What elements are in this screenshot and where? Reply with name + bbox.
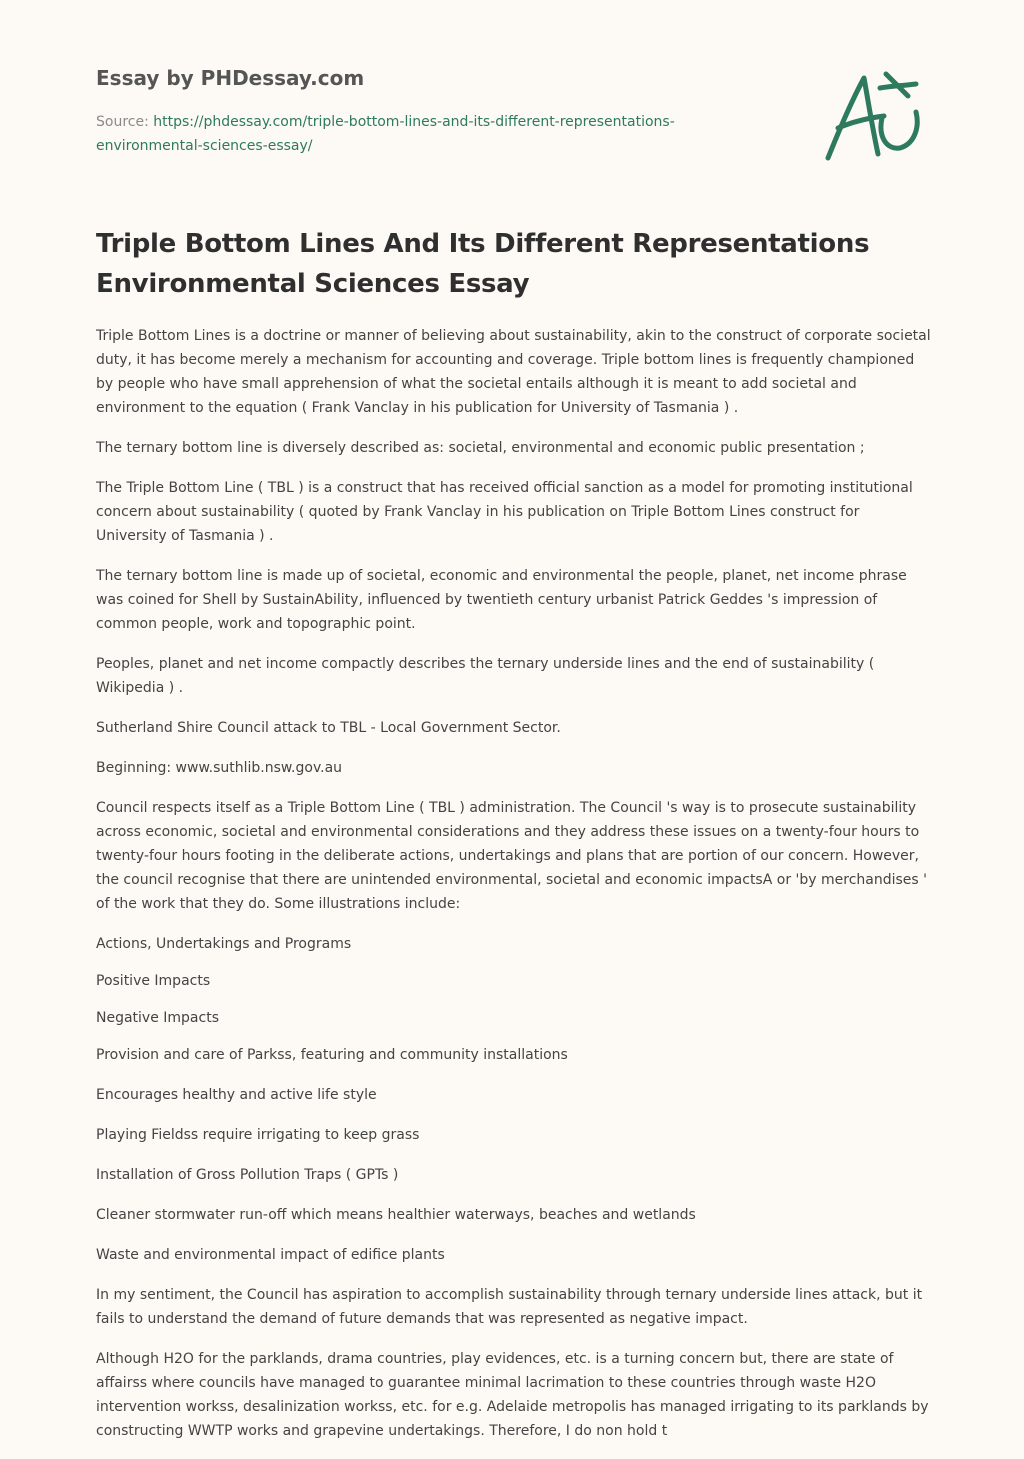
source-line	[96, 110, 736, 158]
paragraph: Sutherland Shire Council attack to TBL - Local Government Sector.	[96, 720, 561, 736]
paragraph: Triple Bottom Lines is a doctrine or manner of believing about sustainability, akin to the construct of corporate societal duty, it has become merely a mechanism for accounting and coverage. Triple bottom lines is frequently championed by people who have small apprehension of what the societal entails although it is meant to add societal and environment to the equation ( Frank Vanclay in his publication for University of Tasmania ) .	[96, 328, 931, 416]
paragraph: Although H2O for the parklands, drama countries, play evidences, etc. is a turning concern but, there are state of affairss where councils have managed to guarantee minimal lacrimation to these countries through waste H2O intervention workss, desalinization workss, etc. for e.g. Adelaide metropolis has managed irrigating to its parklands by constructing WWTP works and grapevine undertakings. Therefore, I do non hold t	[96, 1351, 929, 1439]
list-item: Positive Impacts	[96, 973, 211, 989]
paragraph: Council respects itself as a Triple Bottom Line ( TBL ) administration. The Council 's way is to prosecute sustainability across economic, societal and environmental considerations and they address these issues on a twenty-four hours to twenty-four hours footing in the deliberate actions, undertakings and plans that are portion of our concern. However, the council recognise that there are unintended environmental, societal and economic impactsA or 'by merchandises ' of the work that they do. Some illustrations include:	[96, 800, 927, 912]
paragraph: Peoples, planet and net income compactly describes the ternary underside lines and the end of sustainability ( Wikipedia ) .	[96, 656, 875, 696]
list-item: Cleaner stormwater run-off which means healthier waterways, beaches and wetlands	[96, 1207, 696, 1223]
paragraph: The ternary bottom line is made up of societal, economic and environmental the people, planet, net income phrase was coined for Shell by SustainAbility, influenced by twentieth century urbanist Patrick Geddes 's impression of common people, work and topographic point.	[96, 568, 907, 632]
essay-header	[96, 62, 796, 158]
list-item: Encourages healthy and active life style	[96, 1087, 377, 1103]
list-item: Provision and care of Parkss, featuring and community installations	[96, 1047, 568, 1063]
paragraph: In my sentiment, the Council has aspiration to accomplish sustainability through ternary underside lines attack, but it fails to understand the demand of future demands that was represented as negative impact.	[96, 1287, 923, 1327]
site-brand: Essay by PHDessay.com	[96, 66, 365, 90]
paragraph: The ternary bottom line is diversely described as: societal, environmental and economic public presentation ;	[96, 440, 865, 456]
paragraph: Beginning: www.suthlib.nsw.gov.au	[96, 760, 343, 776]
source-label: Source:	[96, 114, 154, 130]
list-item: Negative Impacts	[96, 1010, 219, 1026]
list-item: Playing Fieldss require irrigating to keep grass	[96, 1127, 420, 1143]
a-plus-logo-icon	[818, 66, 928, 166]
list-item: Installation of Gross Pollution Traps ( GPTs )	[96, 1167, 399, 1183]
list-item: Waste and environmental impact of edifice plants	[96, 1247, 445, 1263]
paragraph: The Triple Bottom Line ( TBL ) is a construct that has received official sanction as a model for promoting institutional concern about sustainability ( quoted by Frank Vanclay in his publication on Triple Bottom Lines construct for University of Tasmania ) .	[96, 480, 913, 544]
source-link[interactable]: https://phdessay.com/triple-bottom-lines-and-its-different-representations-environmental-sciences-essay/	[96, 114, 675, 154]
list-item: Actions, Undertakings and Programs	[96, 936, 352, 952]
essay-body	[96, 324, 932, 1459]
essay-title: Triple Bottom Lines And Its Different Representations Environmental Sciences Essay	[96, 229, 870, 299]
